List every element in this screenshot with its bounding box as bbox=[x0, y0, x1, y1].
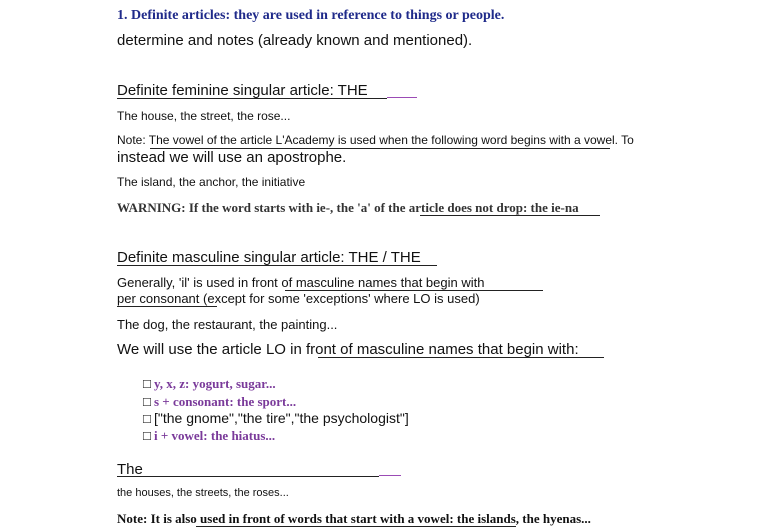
section-heading: 1. Definite articles: they are used in reference to things or people. bbox=[117, 8, 505, 23]
plural-note: Note: It is also used in front of words that start with a vowel: the islands, the hyenas... bbox=[117, 511, 591, 526]
title-underline bbox=[117, 98, 387, 99]
warning-underline bbox=[420, 215, 600, 216]
list-item: ☐ s + consonant: the sport... bbox=[142, 394, 297, 409]
masculine-example: The dog, the restaurant, the painting... bbox=[117, 317, 338, 332]
plural-note-underline bbox=[196, 526, 516, 527]
list-item: ☐ i + vowel: the hiatus... bbox=[142, 428, 276, 443]
feminine-example: The house, the street, the rose... bbox=[117, 109, 291, 123]
title-blank-line bbox=[387, 97, 417, 98]
masculine-general-line1: Generally, 'il' is used in front of masculine names that begin with bbox=[117, 275, 485, 290]
plural-example: the houses, the streets, the roses... bbox=[117, 487, 289, 499]
feminine-note-line2: instead we will use an apostrophe. bbox=[117, 149, 347, 166]
lo-article-line: We will use the article LO in front of masculine names that begin with: bbox=[117, 341, 579, 358]
general-underline-2 bbox=[117, 306, 217, 307]
checkbox-icon: ☐ bbox=[142, 396, 152, 409]
plural-blank-line bbox=[379, 475, 401, 476]
list-item: ☐ ["the gnome","the tire","the psychologist"] bbox=[142, 410, 409, 426]
feminine-note-line1: Note: The vowel of the article L'Academy is used when the following word begins with a vowel. To bbox=[117, 133, 634, 147]
checkbox-icon: ☐ bbox=[142, 430, 152, 443]
lo-underline bbox=[318, 357, 604, 358]
checkbox-icon: ☐ bbox=[142, 378, 152, 391]
masculine-general-line2: per consonant (except for some 'exceptions' where LO is used) bbox=[117, 291, 480, 306]
masculine-title-underline bbox=[117, 265, 437, 266]
intro-text: determine and notes (already known and mentioned). bbox=[117, 32, 473, 49]
feminine-article-title: Definite feminine singular article: THE bbox=[117, 82, 368, 99]
warning-text: WARNING: If the word starts with ie-, the 'a' of the article does not drop: the ie-na bbox=[117, 200, 579, 215]
list-item: ☐ y, x, z: yogurt, sugar... bbox=[142, 376, 276, 391]
plural-title: The bbox=[117, 461, 143, 478]
checkbox-icon: ☐ bbox=[142, 413, 152, 426]
feminine-example2: The island, the anchor, the initiative bbox=[117, 175, 306, 189]
masculine-article-title: Definite masculine singular article: THE / THE bbox=[117, 249, 421, 266]
plural-title-underline bbox=[117, 476, 379, 477]
